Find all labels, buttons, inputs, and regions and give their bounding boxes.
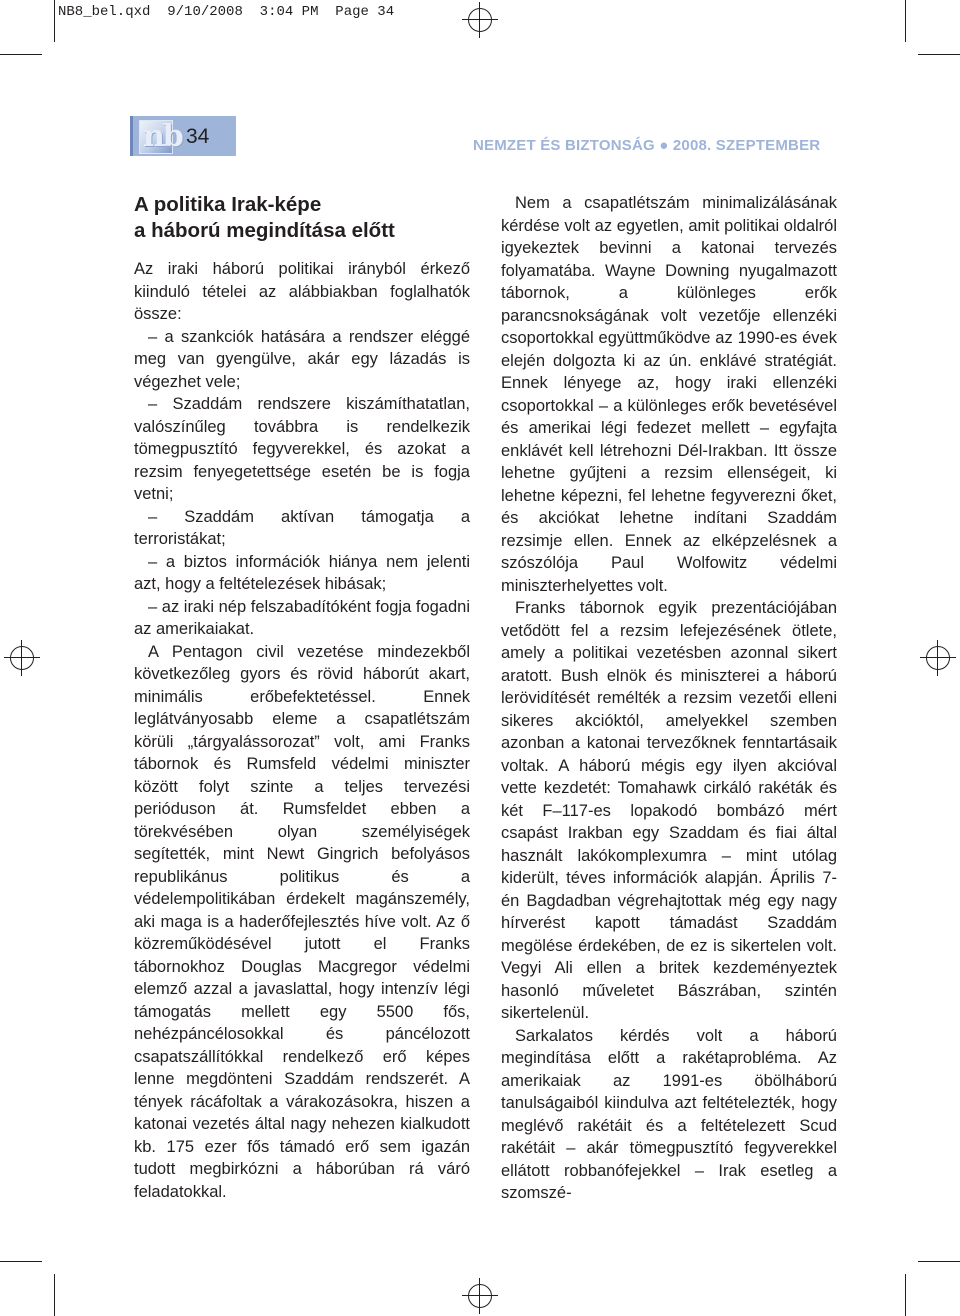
crop-mark-top-left-v: [54, 0, 55, 42]
left-column: [134, 192, 470, 1203]
crop-mark-top-right-v: [905, 0, 906, 42]
article-title: [134, 192, 470, 244]
slug-line: [58, 4, 394, 20]
right-column: [501, 192, 837, 1205]
article-title-line-2: a háború megindítása előtt: [134, 219, 395, 242]
slug-page: Page 34: [335, 4, 395, 20]
journal-logo-letters: nb: [143, 119, 182, 154]
paragraph: Sarkalatos kérdés volt a háború megindítása előtt a rakétaprobléma. Az amerikaiak az 1991-es öbölháború tanulságaiból kiindulva azt feltételezték, hogy meglévő rakétáit és a feltételezett Scud rakétáit – akár tömegpusztító fegyverekkel ellátott robbanófejekkel – Irak esetleg a szomszé-: [501, 1026, 837, 1202]
running-head-date: 2008. SZEPTEMBER: [672, 137, 821, 154]
list-item: – az iraki nép felszabadítóként fogja fogadni az amerikaiakat.: [134, 597, 470, 638]
crop-mark-top-left-h: [0, 54, 42, 55]
slug-date: 9/10/2008: [167, 4, 243, 20]
list-item: – a szankciók hatására a rendszer eléggé meg van gyengülve, akár egy lázadás is végezhet vele;: [134, 327, 470, 391]
journal-logo: [139, 119, 182, 154]
crop-mark-bottom-right-h: [918, 1261, 960, 1262]
running-head-bullet: ●: [659, 137, 669, 154]
article-title-line-1: A politika Irak-képe: [134, 193, 322, 216]
crop-mark-top-right-h: [918, 54, 960, 55]
crop-mark-bottom-right-v: [905, 1274, 906, 1316]
list-item: – Szaddám aktívan támogatja a terroristákat;: [134, 507, 470, 548]
slug-time: 3:04 PM: [259, 4, 319, 20]
crop-mark-bottom-left-h: [0, 1261, 42, 1262]
paragraph: A Pentagon civil vezetése mindezekből következőleg gyors és rövid háborút akart, minimális erőbefektetéssel. Ennek leglátványosabb eleme a csapatlétszám körüli „tárgyalássorozat” volt, ami Franks tábornok és Rumsfeld védelmi miniszter között folyt szinte a teljes tervezési perióduson át. Rumsfeldet ebben a törekvésében olyan személyiségek segítették, mint Newt Gingrich befolyásos republikánus politikus és a védelempolitikában érdekelt magánszemély, aki maga is a haderőfejlesztés híve volt. Az ő közreműködésével jutott el Franks tábornokhoz Douglas Macgregor védelmi elemző azzal a javaslattal, hogy intenzív légi támogatás mellett egy 5500 fős, nehézpáncélosokkal és páncélozott csapatszállítókkal rendelkező erő képes lenne megdönteni Szaddám rendszerét. A tények rácáfoltak a várakozásokra, hiszen a katonai vezetés által nagy nehezen kialkudott kb. 175 ezer fős támadó erő sem igazán tudott megbirkózni a háborúban rá váró feladatokkal.: [134, 642, 470, 1201]
registration-mark-top: [462, 2, 498, 38]
paragraph: Az iraki háború politikai irányból érkező kiinduló tételei az alábbiakban foglalhatók össze:: [134, 260, 470, 323]
running-head-journal: NEMZET ÉS BIZTONSÁG: [473, 137, 655, 154]
list-item: – a biztos információk hiánya nem jelenti azt, hogy a feltételezések hibásak;: [134, 552, 470, 593]
running-head: [473, 137, 820, 154]
registration-mark-right: [920, 640, 956, 676]
registration-mark-left: [4, 640, 40, 676]
slug-file: NB8_bel.qxd: [58, 4, 151, 20]
crop-mark-bottom-left-v: [54, 1274, 55, 1316]
registration-mark-bottom: [462, 1278, 498, 1314]
paragraph: Franks tábornok egyik prezentációjában vetődött fel a rezsim lefejezésének ötlete, amely a politikai vezetésben azonnal sikert aratott. Bush elnök és miniszterei a háború lerövidítését remélték a rezsim vezetői elleni sikeres akcióktól, amelyekkel szemben azonban a katonai tervezőknek fenntartásaik voltak. A háború mégis egy ilyen akcióval vette kezdetét: Tomahawk cirkáló rakéták és két F–117-es lopakodó bombázó mért csapást Irakban egy Szaddam és fiai által használt lakókomplexumra – mint utólag kiderült, téves információk alapján. Április 7-én Bagdadban végrehajtottak még egy nagy hírverést kapott támadást Szaddám megölése érdekében, de ez is sikertelen volt. Vegyi Ali ellen a britek kezdeményeztek hasonló műveletet Bászrában, szintén sikertelenül.: [501, 599, 837, 1022]
list-item: – Szaddám rendszere kiszámíthatatlan, valószínűleg továbbra is rendelkezik tömegpusztító fegyverekkel, és azokat a rezsim fenyegetettsége esetén be is fogja vetni;: [134, 395, 470, 503]
page-header-box: [130, 116, 236, 156]
page-number: 34: [186, 125, 210, 148]
paragraph: Nem a csapatlétszám minimalizálásának kérdése volt az egyetlen, amit politikai oldalról igyekeztek bevinni a katonai tervezés folyamatába. Wayne Downing nyugalmazott tábornok, a különleges erők parancsnokságának volt vezetője ellenzéki csoportokkal együttműködve az 1990-es évek elején dolgozta ki az ún. enklávé stratégiát. Ennek lényege az, hogy iraki ellenzéki csoportokkal – a különleges erők bevetésével és amerikai légi fedezet mellett – egyfajta enklávét kell létrehozni Dél-Irakban. Itt össze lehetne gyűjteni a rezsim ellenségeit, ki lehetne képezni, fel lehetne fegyverezni őket, és akciókat lehetne indítani Szaddám rezsimje ellen. Ennek az elképzelésnek a szószólója Paul Wolfowitz védelmi miniszterhelyettes volt.: [501, 194, 837, 595]
